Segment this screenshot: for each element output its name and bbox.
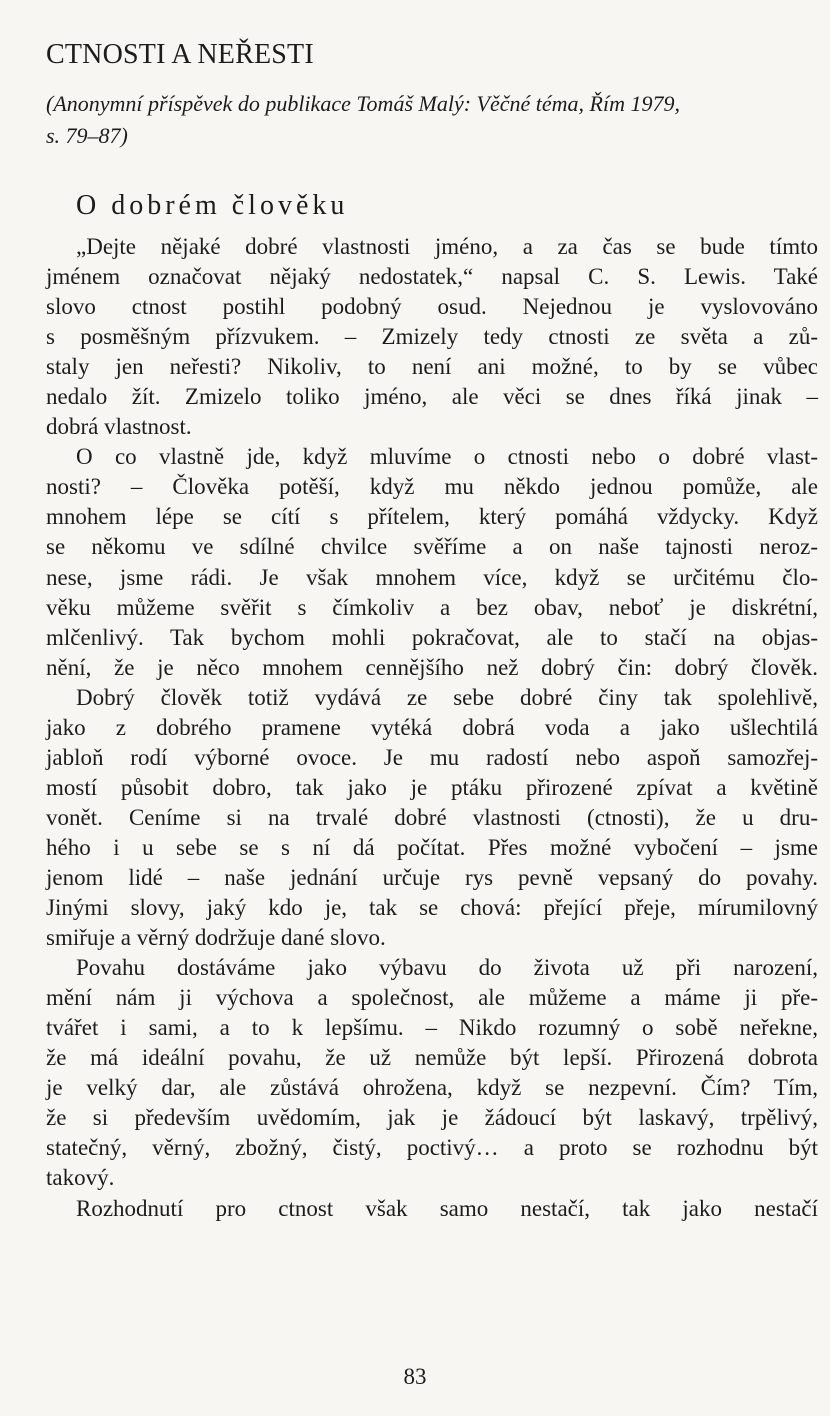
text-line: jako z dobrého pramene vytéká dobrá voda a jako ušlechtilá — [46, 714, 818, 740]
source-note-line: s. 79–87) — [46, 123, 128, 148]
text-line: nění, že je něco mnohem cennějšího než dobrý čin: dobrý člověk. — [46, 654, 818, 680]
source-note — [46, 88, 806, 152]
text-line: mlčenlivý. Tak bychom mohli pokračovat, ale to stačí na objas- — [46, 624, 818, 650]
text-line: O co vlastně jde, když mluvíme o ctnosti nebo o dobré vlast- — [76, 444, 818, 470]
text-line: Povahu dostáváme jako výbavu do života už při narození, — [76, 955, 818, 981]
chapter-title: CTNOSTI A NEŘESTI — [46, 39, 314, 70]
text-line: Dobrý člověk totiž vydává ze sebe dobré činy tak spolehlivě, — [76, 684, 818, 710]
text-line: jménem označovat nějaký nedostatek,“ napsal C. S. Lewis. Také — [46, 264, 818, 290]
text-line: statečný, věrný, zbožný, čistý, poctivý… a proto se rozhodnu být — [46, 1135, 818, 1161]
text-line: je velký dar, ale zůstává ohrožena, když se nezpevní. Čím? Tím, — [46, 1075, 818, 1101]
text-line: věku můžeme svěřit s čímkoliv a bez obav, neboť je diskrétní, — [46, 594, 818, 620]
section-heading: O dobrém člověku — [76, 190, 349, 221]
text-line: staly jen neřesti? Nikoliv, to není ani možné, to by se vůbec — [46, 354, 818, 380]
text-line: smiřuje a věrný dodržuje dané slovo. — [46, 925, 386, 951]
text-line: že si především uvědomím, jak je žádoucí být laskavý, trpělivý, — [46, 1105, 818, 1131]
page-number: 83 — [403, 1364, 427, 1389]
text-line: se někomu ve sdílné chvilce svěříme a on naše tajnosti neroz- — [46, 534, 818, 560]
text-line: hého i u sebe se s ní dá počítat. Přes možné vybočení – jsme — [46, 834, 818, 860]
text-line: dobrá vlastnost. — [46, 414, 192, 440]
text-line: mnohem lépe se cítí s přítelem, který pomáhá vždycky. Když — [46, 504, 818, 530]
text-line: nedalo žít. Zmizelo toliko jméno, ale věci se dnes říká jinak – — [46, 384, 818, 410]
text-line: Rozhodnutí pro ctnost však samo nestačí, tak jako nestačí — [76, 1195, 818, 1221]
text-line: že má ideální povahu, že už nemůže být lepší. Přirozená dobrota — [46, 1045, 818, 1071]
text-line: mění nám ji výchova a společnost, ale můžeme a máme ji pře- — [46, 985, 818, 1011]
text-line: tvářet i sami, a to k lepšímu. – Nikdo rozumný o sobě neřekne, — [46, 1015, 818, 1041]
text-line: jabloň rodí výborné ovoce. Je mu radostí nebo aspoň samozřej- — [46, 744, 818, 770]
text-line: nosti? – Člověka potěší, když mu někdo jednou pomůže, ale — [46, 474, 818, 500]
text-line: slovo ctnost postihl podobný osud. Nejednou je vyslovováno — [46, 294, 818, 320]
source-note-line: (Anonymní příspěvek do publikace Tomáš Malý: Věčné téma, Řím 1979, — [46, 91, 680, 116]
text-line: vonět. Ceníme si na trvalé dobré vlastnosti (ctnosti), že u dru- — [46, 804, 818, 830]
text-line: „Dejte nějaké dobré vlastnosti jméno, a za čas se bude tímto — [76, 234, 818, 259]
text-line: takový. — [46, 1165, 115, 1191]
text-line: mostí působit dobro, tak jako je ptáku přirozené zpívat a květině — [46, 774, 818, 800]
text-line: jenom lidé – naše jednání určuje rys pevně vepsaný do povahy. — [46, 864, 818, 890]
text-line: Jinými slovy, jaký kdo je, tak se chová: přející přeje, mírumilovný — [46, 895, 818, 921]
body-text — [46, 232, 818, 1224]
text-line: nese, jsme rádi. Je však mnohem více, když se určitému člo- — [46, 564, 818, 590]
text-line: s posměšným přízvukem. – Zmizely tedy ctnosti ze světa a zů- — [46, 324, 818, 350]
